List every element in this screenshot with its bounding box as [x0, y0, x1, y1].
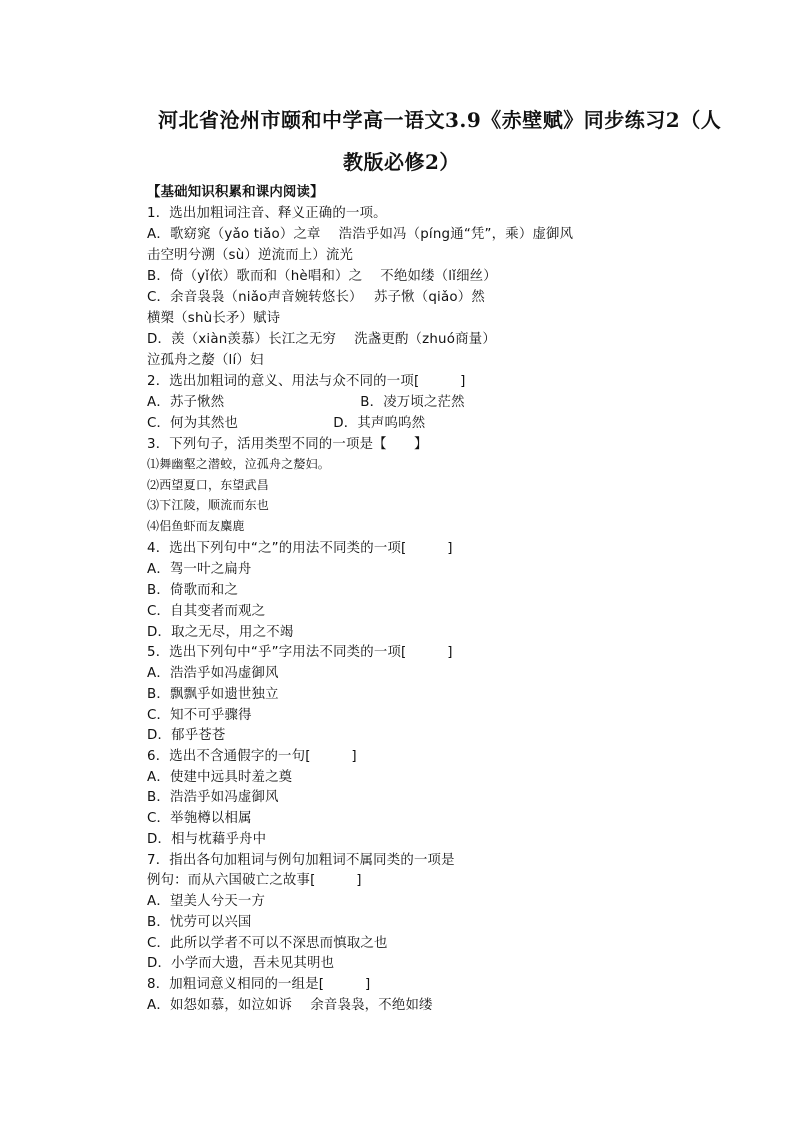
text-line: 8．加粗词意义相同的一组是[ ] — [147, 977, 371, 992]
document-title-line-1: 河北省沧州市颐和中学高一语文3.9《赤壁赋》同步练习2（人 — [158, 108, 722, 132]
text-line: C．举匏樽以相属 — [147, 811, 252, 826]
text-line: B．忧劳可以兴国 — [147, 915, 252, 930]
text-line: C．自其变者而观之 — [147, 604, 266, 619]
text-line: 1．选出加粗词注音、释义正确的一项。 — [147, 206, 387, 221]
text-line: B．飘飘乎如遗世独立 — [147, 687, 279, 702]
text-line: B．倚歌而和之 — [147, 583, 238, 598]
text-line: B．倚（yǐ依）歌而和（hè唱和）之 不绝如缕（lǐ细丝） — [147, 269, 497, 284]
text-line: C．余音袅袅（niǎo声音婉转悠长） 苏子愀（qiǎo）然 — [147, 290, 485, 305]
text-line: A．浩浩乎如冯虚御风 — [147, 666, 279, 681]
text-line: 泣孤舟之嫠（lí）妇 — [147, 353, 264, 368]
text-line: A．驾一叶之扁舟 — [147, 562, 252, 577]
text-line: A．如怨如慕，如泣如诉 余音袅袅，不绝如缕 — [147, 998, 433, 1013]
text-line: 4．选出下列句中“之”的用法不同类的一项[ ] — [147, 541, 453, 556]
text-line: 3．下列句子，活用类型不同的一项是【 】 — [147, 437, 428, 452]
text-line: A．苏子愀然 B．凌万顷之茫然 — [147, 395, 465, 410]
text-line: ⑵西望夏口，东望武昌 — [147, 478, 270, 492]
text-line: 6．选出不含通假字的一句[ ] — [147, 749, 357, 764]
text-line: D．羡（xiàn羡慕）长江之无穷 洗盏更酌（zhuó商量） — [147, 332, 496, 347]
text-line: ⑴舞幽壑之潜蛟，泣孤舟之嫠妇。 — [147, 457, 331, 471]
text-line: A．望美人兮天一方 — [147, 894, 266, 909]
text-line: A．歌窈窕（yǎo tiǎo）之章 浩浩乎如冯（píng通“凭”，乘）虚御风 — [147, 227, 574, 242]
text-line: D．小学而大遗，吾未见其明也 — [147, 956, 335, 971]
text-line: C．何为其然也 D．其声呜呜然 — [147, 416, 426, 431]
text-line: C．知不可乎骤得 — [147, 708, 252, 723]
text-line: ⑷侣鱼虾而友麋鹿 — [147, 519, 245, 533]
text-line: 7．指出各句加粗词与例句加粗词不属同类的一项是 — [147, 853, 455, 868]
text-line: 5．选出下列句中“乎”字用法不同类的一项[ ] — [147, 645, 453, 660]
text-line: 2．选出加粗词的意义、用法与众不同的一项[ ] — [147, 374, 466, 389]
text-line: C．此所以学者不可以不深思而慎取之也 — [147, 936, 388, 951]
text-line: B．浩浩乎如冯虚御风 — [147, 790, 279, 805]
text-line: 击空明兮溯（sù）逆流而上）流光 — [147, 248, 354, 263]
text-line: D．相与枕藉乎舟中 — [147, 832, 267, 847]
text-line: 例句：而从六国破亡之故事[ ] — [147, 873, 362, 888]
text-line: D．取之无尽，用之不竭 — [147, 625, 294, 640]
text-line: ⑶下江陵，顺流而东也 — [147, 498, 270, 512]
section-heading: 【基础知识积累和课内阅读】 — [147, 185, 324, 200]
document-title-line-2: 教版必修2） — [343, 150, 460, 174]
text-line: 横槊（shù长矛）赋诗 — [147, 311, 281, 326]
text-line: D．郁乎苍苍 — [147, 728, 226, 743]
text-line: A．使建中远具时羞之奠 — [147, 770, 293, 785]
